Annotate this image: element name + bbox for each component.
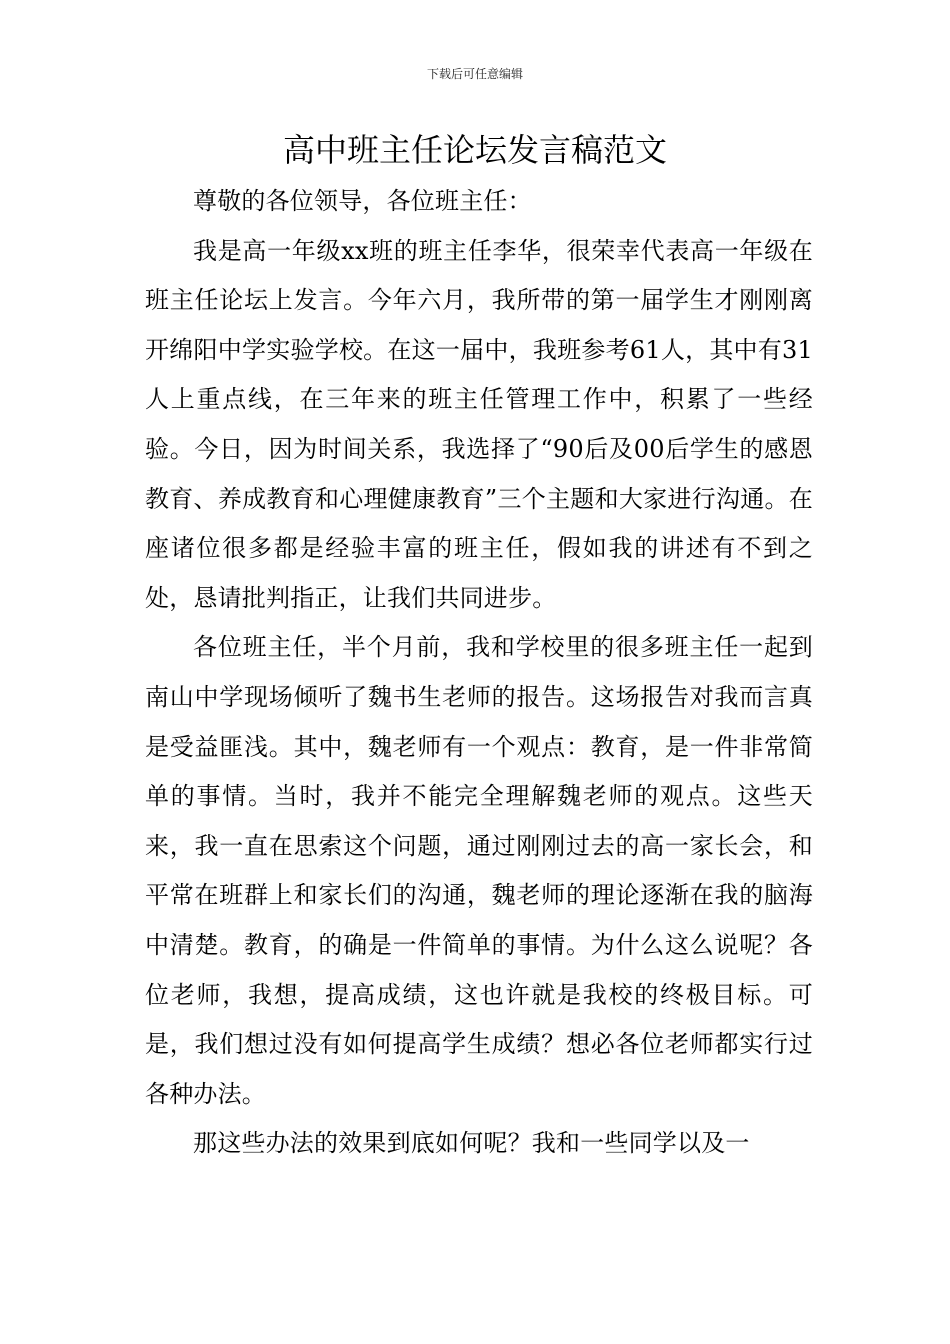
paragraph-methods: 那这些办法的效果到底如何呢？我和一些同学以及一: [193, 1129, 750, 1158]
document-title: 高中班主任论坛发言稿范文: [282, 131, 667, 169]
paragraph-salutation: 尊敬的各位领导，各位班主任：: [193, 187, 532, 215]
paragraph-education-view: 各位班主任，半个月前，我和学校里的很多班主任一起到南山中学现场倾听了魏书生老师的报告。这场报告对我而言真是受益匪浅。其中，魏老师有一个观点：教育，是一件非常简单的事情。当时，我并不能完全理解魏老师的观点。这些天来，我一直在思索这个问题，通过刚刚过去的高一家长会，和平常在班群上和家长们的沟通，魏老师的理论逐渐在我的脑海中清楚。教育，的确是一件简单的事情。为什么这么说呢？各位老师，我想，提高成绩，这也许就是我校的终极目标。可是，我们想过没有如何提高学生成绩？想必各位老师都实行过各种办法。: [145, 633, 813, 1108]
paragraph-introduction: 我是高一年级xx班的班主任李华，很荣幸代表高一年级在班主任论坛上发言。今年六月，我所带的第一届学生才刚刚离开绵阳中学实验学校。在这一届中，我班参考61人，其中有31人上重点线，在三年来的班主任管理工作中，积累了一些经验。今日，因为时间关系，我选择了“90后及00后学生的感恩教育、养成教育和心理健康教育”三个主题和大家进行沟通。在座诸位很多都是经验丰富的班主任，假如我的讲述有不到之处，恳请批判指正，让我们共同进步。: [145, 236, 813, 612]
document-body: [145, 177, 813, 1169]
page-header-note: 下载后可任意编辑: [426, 67, 523, 81]
